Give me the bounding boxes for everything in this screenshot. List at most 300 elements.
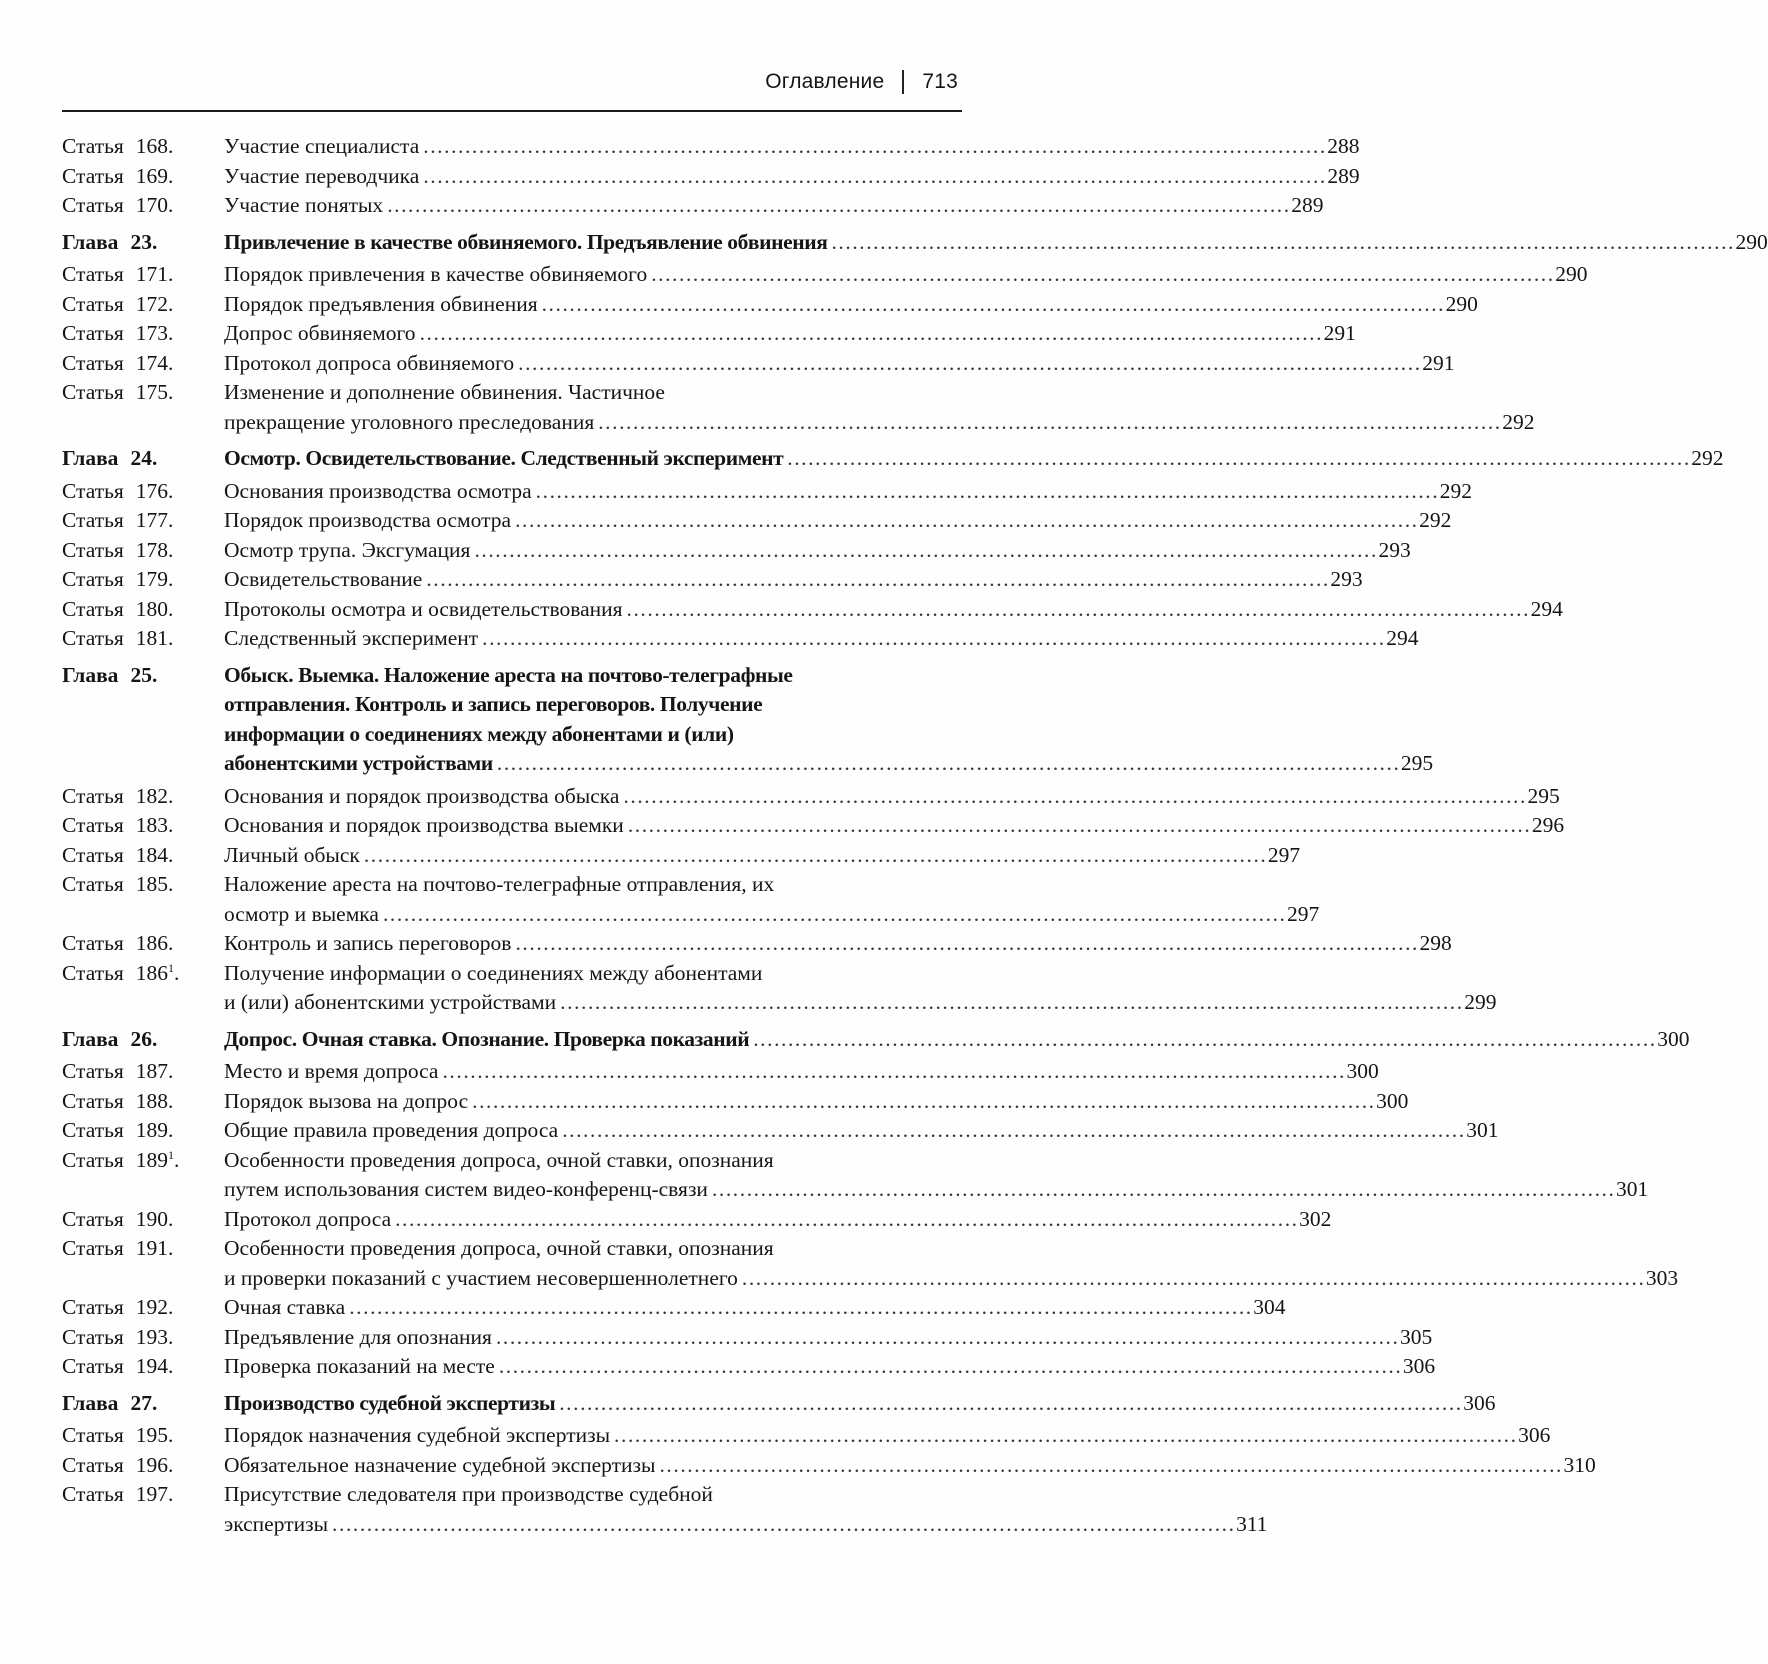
title-line: Протокол допроса . . . 302 <box>224 1205 1331 1235</box>
toc-chapter <box>62 1025 1690 1055</box>
title-line: Допрос обвиняемого . . . 291 <box>224 319 1356 349</box>
toc-article <box>62 1293 1286 1323</box>
toc-page-number: 304 <box>1253 1295 1286 1319</box>
title-line: прекращение уголовного преследования . . . 292 <box>224 408 1535 438</box>
toc-article <box>62 841 1301 871</box>
title-line: Основания и порядок производства выемки . . . 296 <box>224 811 1564 841</box>
toc-article <box>62 162 1360 192</box>
entry-number: 178. <box>135 537 174 562</box>
entry-kind: Статья <box>62 1452 124 1477</box>
title-line: Общие правила проведения допроса . . . 301 <box>224 1116 1498 1146</box>
toc-article <box>62 1352 1436 1382</box>
entry-kind: Глава <box>62 229 119 254</box>
dot-leader <box>598 408 1498 438</box>
toc-entry-label <box>62 319 224 349</box>
toc-page-number: 288 <box>1327 134 1360 158</box>
title-line: Проверка показаний на месте . . . 306 <box>224 1352 1435 1382</box>
toc-entry-title <box>224 1480 1268 1539</box>
entry-number: 191. <box>135 1236 174 1260</box>
toc-article <box>62 1087 1409 1117</box>
dot-leader <box>420 319 1320 349</box>
entry-number: 177. <box>135 508 174 532</box>
dot-leader <box>395 1205 1295 1235</box>
entry-kind: Статья <box>62 1236 124 1260</box>
toc-entry-title <box>224 1025 1690 1055</box>
toc-page-number: 297 <box>1287 901 1320 926</box>
table-of-contents <box>62 132 1768 1539</box>
toc-entry-title <box>224 811 1564 841</box>
dot-leader <box>712 1175 1612 1205</box>
title-line: отправления. Контроль и запись переговоров. Получение <box>224 692 763 716</box>
toc-entry-label <box>62 1234 224 1293</box>
title-line: Порядок производства осмотра . . . 292 <box>224 506 1451 536</box>
title-line: Допрос. Очная ставка. Опознание. Проверка показаний . . . 300 <box>224 1025 1690 1055</box>
entry-kind: Статья <box>62 1147 124 1172</box>
toc-entry-label <box>62 290 224 320</box>
entry-number: 26. <box>130 1026 158 1051</box>
entry-kind: Статья <box>62 567 124 591</box>
toc-article <box>62 191 1324 221</box>
entry-number-superscript: 1 <box>168 960 175 975</box>
entry-number: 25. <box>130 662 158 687</box>
toc-entry-label <box>62 1116 224 1146</box>
toc-page-number: 294 <box>1530 596 1563 621</box>
toc-article <box>62 1480 1268 1539</box>
title-line: путем использования систем видео-конференц-связи . . . 301 <box>224 1175 1648 1205</box>
toc-article <box>62 1234 1679 1293</box>
toc-entry-label <box>62 349 224 379</box>
entry-number: 192. <box>135 1295 174 1319</box>
dot-leader <box>742 1264 1642 1294</box>
dot-leader <box>651 260 1551 290</box>
toc-page-number: 301 <box>1615 1177 1649 1201</box>
toc-page-number: 306 <box>1518 1423 1551 1447</box>
entry-kind: Статья <box>62 321 124 345</box>
toc-article <box>62 929 1452 959</box>
toc-article <box>62 595 1563 625</box>
toc-entry-title <box>224 260 1587 290</box>
toc-entry-title <box>224 506 1451 536</box>
title-line: абонентскими устройствами . . . 295 <box>224 749 1433 779</box>
toc-entry-title <box>224 349 1454 379</box>
entry-number: 194. <box>135 1354 174 1378</box>
toc-article <box>62 260 1588 290</box>
toc-entry-label <box>62 1057 224 1087</box>
toc-entry-label <box>62 870 224 929</box>
toc-page-number: 300 <box>1657 1026 1690 1051</box>
entry-kind: Статья <box>62 960 124 985</box>
toc-entry-label <box>62 444 224 474</box>
toc-page-number: 295 <box>1527 783 1560 808</box>
dot-leader <box>831 228 1731 258</box>
toc-entry-title <box>224 132 1360 162</box>
toc-entry-label <box>62 595 224 625</box>
entry-kind: Статья <box>62 1059 124 1083</box>
entry-kind: Статья <box>62 813 124 837</box>
entry-kind: Статья <box>62 380 124 404</box>
entry-number: 181. <box>135 626 174 650</box>
toc-entry-title <box>224 162 1360 192</box>
dot-leader <box>472 1087 1372 1117</box>
header-rule <box>62 110 962 112</box>
toc-entry-title <box>224 1389 1496 1419</box>
toc-chapter <box>62 444 1724 474</box>
entry-number: 179. <box>135 567 174 591</box>
toc-entry-label <box>62 1352 224 1382</box>
entry-number: 175. <box>135 380 174 404</box>
entry-number: 193. <box>135 1324 174 1349</box>
entry-number: 173. <box>135 321 174 345</box>
entry-kind: Глава <box>62 1026 119 1051</box>
entry-number: 197. <box>135 1482 174 1506</box>
toc-entry-label <box>62 841 224 871</box>
toc-article <box>62 1421 1551 1451</box>
toc-page-number: 297 <box>1267 842 1301 867</box>
toc-entry-title <box>224 929 1452 959</box>
entry-number: 196. <box>135 1452 174 1477</box>
entry-kind: Глава <box>62 1390 119 1415</box>
dot-leader <box>628 811 1528 841</box>
toc-entry-title <box>224 1451 1596 1481</box>
toc-article <box>62 536 1411 566</box>
dot-leader <box>562 1116 1462 1146</box>
title-line: Освидетельствование . . . 293 <box>224 565 1363 595</box>
dot-leader <box>349 1293 1249 1323</box>
entry-kind: Статья <box>62 1482 124 1506</box>
entry-kind: Статья <box>62 291 124 316</box>
entry-number: 24. <box>130 446 158 470</box>
toc-entry-title <box>224 1205 1331 1235</box>
toc-page-number: 292 <box>1439 478 1472 503</box>
toc-entry-title <box>224 1234 1678 1293</box>
toc-page-number: 303 <box>1645 1265 1679 1290</box>
entry-kind: Статья <box>62 262 124 286</box>
toc-entry-title <box>224 1421 1550 1451</box>
dot-leader <box>559 1389 1459 1419</box>
dot-leader <box>614 1421 1514 1451</box>
entry-kind: Глава <box>62 662 119 687</box>
toc-entry-label <box>62 565 224 595</box>
toc-entry-label <box>62 1205 224 1235</box>
entry-kind: Статья <box>62 508 124 532</box>
toc-article <box>62 506 1452 536</box>
dot-leader <box>560 988 1460 1018</box>
toc-entry-label <box>62 132 224 162</box>
toc-entry-label <box>62 1451 224 1481</box>
toc-entry-title <box>224 1116 1498 1146</box>
toc-article <box>62 378 1535 437</box>
toc-page-number: 291 <box>1323 321 1356 345</box>
dot-leader <box>753 1025 1653 1055</box>
dot-leader <box>387 191 1287 221</box>
toc-page-number: 289 <box>1327 163 1360 188</box>
toc-page-number: 300 <box>1376 1088 1409 1113</box>
entry-kind: Статья <box>62 1118 124 1142</box>
title-line: Изменение и дополнение обвинения. Частичное <box>224 380 665 404</box>
toc-page-number: 311 <box>1236 1511 1268 1536</box>
section-title: Оглавление <box>765 70 885 93</box>
toc-entry-label <box>62 661 224 779</box>
dot-leader <box>515 929 1415 959</box>
toc-article <box>62 782 1560 812</box>
dot-leader <box>474 536 1374 566</box>
toc-page-number: 292 <box>1502 409 1535 434</box>
dot-leader <box>332 1510 1232 1540</box>
entry-number: 168. <box>135 134 174 158</box>
toc-entry-title <box>224 782 1560 812</box>
toc-entry-title <box>224 624 1418 654</box>
toc-chapter <box>62 661 1434 779</box>
title-line: Очная ставка . . . 304 <box>224 1293 1286 1323</box>
entry-number: 195. <box>135 1423 174 1447</box>
toc-entry-label <box>62 1480 224 1539</box>
toc-page-number: 290 <box>1555 262 1588 286</box>
title-line: и (или) абонентскими устройствами . . . 299 <box>224 988 1496 1018</box>
entry-kind: Статья <box>62 163 124 188</box>
entry-kind: Статья <box>62 626 124 650</box>
title-line: Порядок предъявления обвинения . . . 290 <box>224 290 1478 320</box>
entry-number: 190. <box>135 1206 174 1231</box>
dot-leader <box>383 900 1283 930</box>
toc-entry-label <box>62 1293 224 1323</box>
toc-entry-title <box>224 536 1411 566</box>
title-line: Протоколы осмотра и освидетельствования . . . 294 <box>224 595 1563 625</box>
toc-article <box>62 1146 1649 1205</box>
toc-page-number: 301 <box>1466 1118 1499 1142</box>
toc-entry-label <box>62 260 224 290</box>
toc-article <box>62 290 1478 320</box>
entry-kind: Статья <box>62 1206 124 1231</box>
entry-number: 187. <box>135 1059 174 1083</box>
toc-entry-label <box>62 959 224 1018</box>
entry-number: 189. <box>135 1118 174 1142</box>
entry-kind: Статья <box>62 596 124 621</box>
running-head <box>765 70 958 94</box>
toc-entry-title <box>224 959 1496 1018</box>
title-line: Личный обыск . . . 297 <box>224 841 1300 871</box>
title-line: Протокол допроса обвиняемого . . . 291 <box>224 349 1454 379</box>
dot-leader <box>364 841 1264 871</box>
toc-page-number: 291 <box>1422 350 1455 375</box>
toc-entry-title <box>224 1087 1408 1117</box>
toc-entry-label <box>62 191 224 221</box>
toc-entry-label <box>62 1025 224 1055</box>
entry-number: 184. <box>135 842 174 867</box>
page-number: 713 <box>922 70 958 93</box>
toc-page-number: 298 <box>1419 931 1452 955</box>
toc-page-number: 295 <box>1400 751 1434 775</box>
title-line: Получение информации о соединениях между абонентами <box>224 960 763 985</box>
toc-entry-title <box>224 191 1323 221</box>
toc-article <box>62 349 1455 379</box>
dot-leader <box>496 1323 1396 1353</box>
toc-article <box>62 1057 1379 1087</box>
dot-leader <box>423 132 1323 162</box>
toc-entry-title <box>224 870 1319 929</box>
toc-page-number: 302 <box>1299 1206 1332 1231</box>
dot-leader <box>787 444 1687 474</box>
toc-entry-title <box>224 1352 1435 1382</box>
title-line: Основания производства осмотра . . . 292 <box>224 477 1472 507</box>
toc-article <box>62 132 1360 162</box>
toc-page-number: 292 <box>1419 508 1452 532</box>
title-line: Следственный эксперимент . . . 294 <box>224 624 1418 654</box>
entry-kind: Статья <box>62 193 124 217</box>
entry-number: 174. <box>135 350 174 375</box>
toc-entry-title <box>224 444 1724 474</box>
entry-number: $186^1$. <box>135 960 180 985</box>
entry-number: 172. <box>135 291 174 316</box>
dot-leader <box>627 595 1527 625</box>
entry-kind: Статья <box>62 478 124 503</box>
toc-page-number: 306 <box>1402 1354 1436 1378</box>
entry-number: 27. <box>130 1390 158 1415</box>
toc-entry-title <box>224 661 1433 779</box>
toc-article <box>62 1323 1433 1353</box>
toc-entry-label <box>62 929 224 959</box>
entry-kind: Статья <box>62 537 124 562</box>
toc-article <box>62 624 1419 654</box>
toc-article <box>62 319 1356 349</box>
title-line: Порядок назначения судебной экспертизы . . . 306 <box>224 1421 1550 1451</box>
toc-entry-title <box>224 378 1535 437</box>
entry-number: 171. <box>135 262 174 286</box>
toc-page-number: 290 <box>1735 229 1768 254</box>
toc-entry-title <box>224 841 1300 871</box>
toc-chapter <box>62 1389 1496 1419</box>
title-line: Основания и порядок производства обыска . . . 295 <box>224 782 1560 812</box>
toc-entry-title <box>224 1057 1379 1087</box>
toc-chapter <box>62 228 1768 258</box>
toc-page-number: 305 <box>1399 1324 1433 1349</box>
title-line: Производство судебной экспертизы . . . 306 <box>224 1389 1496 1419</box>
toc-entry-title <box>224 1146 1648 1205</box>
dot-leader <box>423 162 1323 192</box>
entry-number: 23. <box>130 229 158 254</box>
dot-leader <box>623 782 1523 812</box>
entry-number: 186. <box>135 931 174 955</box>
title-line: информации о соединениях между абонентами и (или) <box>224 721 734 746</box>
toc-article <box>62 870 1320 929</box>
title-line: Участие специалиста . . . 288 <box>224 132 1360 162</box>
title-line: Предъявление для опознания . . . 305 <box>224 1323 1432 1353</box>
title-line: Обыск. Выемка. Наложение ареста на почтово-телеграфные <box>224 662 793 687</box>
dot-leader <box>518 349 1418 379</box>
toc-article <box>62 565 1363 595</box>
toc-entry-label <box>62 1421 224 1451</box>
entry-number-superscript: 1 <box>168 1147 175 1162</box>
entry-kind: Статья <box>62 1354 124 1378</box>
entry-kind: Статья <box>62 1295 124 1319</box>
toc-page-number: 310 <box>1563 1452 1596 1477</box>
toc-entry-label <box>62 782 224 812</box>
toc-page-number: 300 <box>1346 1059 1379 1083</box>
dot-leader <box>442 1057 1342 1087</box>
toc-entry-label <box>62 1389 224 1419</box>
entry-kind: Статья <box>62 842 124 867</box>
dot-leader <box>499 1352 1399 1382</box>
header-separator <box>902 70 904 94</box>
dot-leader <box>542 290 1442 320</box>
toc-entry-label <box>62 228 224 258</box>
toc-entry-title <box>224 290 1478 320</box>
toc-article <box>62 1451 1596 1481</box>
toc-article <box>62 1205 1332 1235</box>
dot-leader <box>659 1451 1559 1481</box>
toc-entry-label <box>62 1146 224 1205</box>
dot-leader <box>536 477 1436 507</box>
title-line: Особенности проведения допроса, очной ставки, опознания <box>224 1147 774 1172</box>
toc-entry-title <box>224 477 1472 507</box>
toc-entry-label <box>62 624 224 654</box>
entry-number: 188. <box>135 1088 174 1113</box>
title-line: Привлечение в качестве обвиняемого. Предъявление обвинения . . . 290 <box>224 228 1768 258</box>
title-line: Обязательное назначение судебной экспертизы . . . 310 <box>224 1451 1596 1481</box>
toc-page-number: 290 <box>1445 291 1478 316</box>
entry-kind: Статья <box>62 1423 124 1447</box>
toc-page-number: 289 <box>1291 193 1324 217</box>
toc-page-number: 293 <box>1378 537 1411 562</box>
entry-number: 170. <box>135 193 174 217</box>
toc-page-number: 296 <box>1531 813 1565 837</box>
entry-number: 183. <box>135 813 174 837</box>
toc-entry-title <box>224 228 1768 258</box>
title-line: Особенности проведения допроса, очной ставки, опознания <box>224 1236 774 1260</box>
toc-entry-label <box>62 506 224 536</box>
toc-page-number: 293 <box>1330 567 1363 591</box>
title-line: экспертизы . . . 311 <box>224 1510 1268 1540</box>
title-line: осмотр и выемка . . . 297 <box>224 900 1319 930</box>
toc-entry-title <box>224 565 1363 595</box>
toc-entry-title <box>224 1323 1432 1353</box>
toc-entry-label <box>62 378 224 437</box>
entry-number: $189^1$. <box>135 1147 180 1172</box>
entry-number: 176. <box>135 478 174 503</box>
title-line: Осмотр трупа. Эксгумация . . . 293 <box>224 536 1411 566</box>
dot-leader <box>515 506 1415 536</box>
toc-article <box>62 811 1565 841</box>
dot-leader <box>482 624 1382 654</box>
title-line: Участие понятых . . . 289 <box>224 191 1323 221</box>
toc-entry-label <box>62 162 224 192</box>
title-line: Порядок привлечения в качестве обвиняемого . . . 290 <box>224 260 1587 290</box>
entry-number: 185. <box>135 872 174 896</box>
title-line: Контроль и запись переговоров . . . 298 <box>224 929 1452 959</box>
dot-leader <box>426 565 1326 595</box>
toc-entry-label <box>62 811 224 841</box>
toc-entry-label <box>62 1087 224 1117</box>
toc-entry-title <box>224 595 1563 625</box>
dot-leader <box>497 749 1397 779</box>
title-line: Место и время допроса . . . 300 <box>224 1057 1379 1087</box>
title-line: Присутствие следователя при производстве судебной <box>224 1482 713 1506</box>
toc-page-number: 299 <box>1464 990 1497 1014</box>
title-line: и проверки показаний с участием несовершеннолетнего . . . 303 <box>224 1264 1678 1294</box>
toc-page-number: 294 <box>1386 626 1419 650</box>
title-line: Осмотр. Освидетельствование. Следственный эксперимент . . . 292 <box>224 444 1724 474</box>
entry-number: 169. <box>135 163 174 188</box>
entry-kind: Глава <box>62 446 119 470</box>
entry-number: 182. <box>135 783 174 808</box>
entry-number: 180. <box>135 596 174 621</box>
toc-article <box>62 1116 1499 1146</box>
title-line: Порядок вызова на допрос . . . 300 <box>224 1087 1408 1117</box>
toc-entry-label <box>62 477 224 507</box>
toc-article <box>62 477 1472 507</box>
entry-kind: Статья <box>62 350 124 375</box>
title-line: Наложение ареста на почтово-телеграфные отправления, их <box>224 872 775 896</box>
toc-page-number: 306 <box>1463 1390 1496 1415</box>
